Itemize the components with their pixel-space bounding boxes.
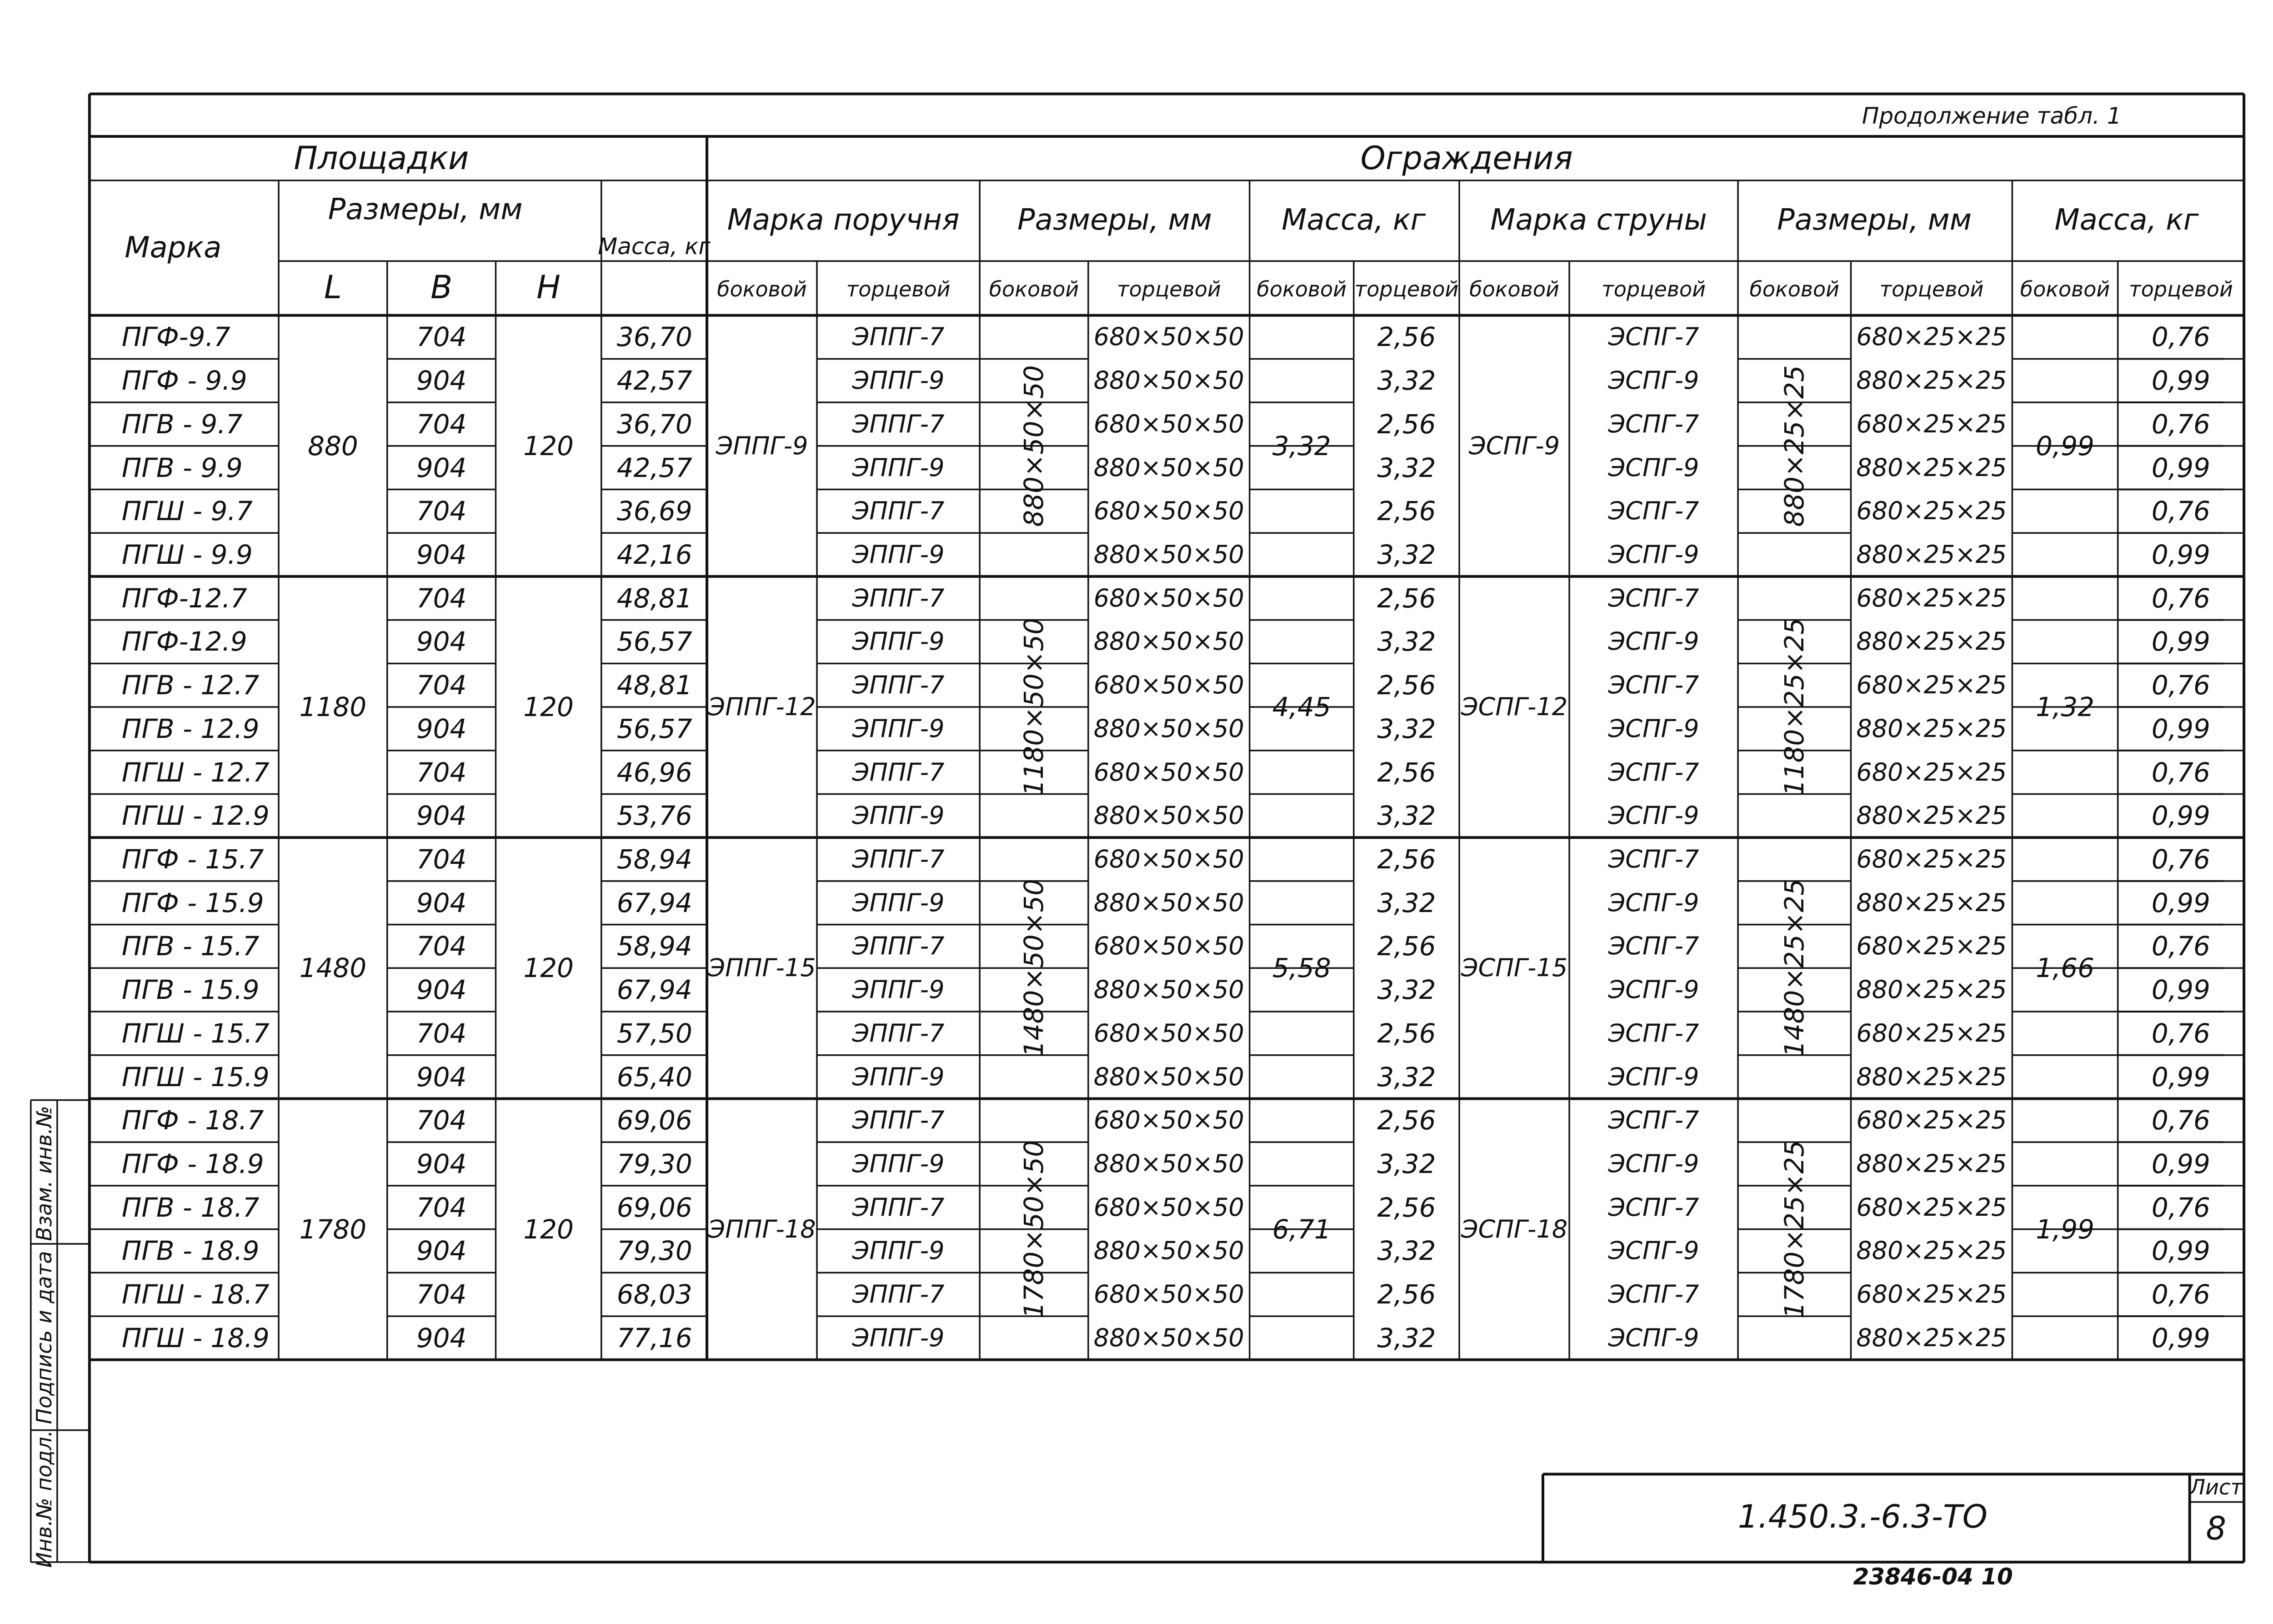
row-rail-end-mass: 3,32 xyxy=(1377,626,1436,657)
row-rail-end-mark: ЭППГ-7 xyxy=(852,1106,945,1135)
row-string-end-mark: ЭСПГ-7 xyxy=(1608,932,1699,961)
side-stamp-vzam-inv: Взам. инв.№ xyxy=(31,1106,56,1241)
subheader-end: торцевой xyxy=(1354,276,1459,301)
subheader-side: боковой xyxy=(1469,276,1559,301)
row-marka: ПГФ - 15.9 xyxy=(121,887,264,918)
row-b: 704 xyxy=(416,1018,467,1049)
row-string-end-mark: ЭСПГ-9 xyxy=(1608,453,1699,482)
side-stamp-sign-date: Подпись и дата xyxy=(31,1251,56,1424)
row-rail-end-size: 880×50×50 xyxy=(1093,453,1244,482)
row-string-end-mark: ЭСПГ-7 xyxy=(1608,757,1699,787)
row-string-end-mass: 0,99 xyxy=(2151,539,2210,571)
row-string-end-size: 880×25×25 xyxy=(1856,1323,2007,1352)
rail-side-size: 1780×50×50 xyxy=(1018,1140,1050,1318)
row-string-end-mass: 0,99 xyxy=(2151,1322,2210,1353)
row-rail-end-size: 680×50×50 xyxy=(1093,1193,1244,1222)
row-rail-end-size: 680×50×50 xyxy=(1093,1280,1244,1309)
group-l-value: 1180 xyxy=(299,692,367,723)
fences-header: Ограждения xyxy=(1360,140,1573,177)
row-string-end-size: 880×25×25 xyxy=(1856,1062,2007,1091)
row-marka: ПГФ - 18.7 xyxy=(121,1105,264,1136)
group-h-value: 120 xyxy=(523,692,574,723)
row-b: 904 xyxy=(416,713,467,744)
row-b: 904 xyxy=(416,539,467,571)
row-marka: ПГФ-12.9 xyxy=(121,626,247,657)
row-rail-end-size: 680×50×50 xyxy=(1093,671,1244,700)
row-rail-end-mark: ЭППГ-9 xyxy=(852,540,945,569)
row-rail-end-mass: 3,32 xyxy=(1377,1061,1436,1093)
row-string-end-mark: ЭСПГ-7 xyxy=(1608,322,1699,351)
row-string-end-mark: ЭСПГ-7 xyxy=(1608,1193,1699,1222)
row-rail-end-mark: ЭППГ-9 xyxy=(852,1149,945,1178)
row-rail-end-size: 880×50×50 xyxy=(1093,1323,1244,1352)
row-string-end-size: 880×25×25 xyxy=(1856,888,2007,917)
row-string-end-mass: 0,99 xyxy=(2151,1235,2210,1267)
string-sizes-header: Размеры, мм xyxy=(1777,203,1972,237)
row-rail-end-mark: ЭППГ-7 xyxy=(852,845,945,874)
row-string-end-size: 680×25×25 xyxy=(1856,1018,2007,1048)
row-rail-end-mark: ЭППГ-7 xyxy=(852,671,945,700)
row-rail-end-size: 680×50×50 xyxy=(1093,932,1244,961)
subheader-side: боковой xyxy=(717,276,807,301)
sheet-label: Лист xyxy=(2189,1475,2243,1500)
side-stamp-inv-podl: Инв.№ подл. xyxy=(31,1430,56,1568)
row-string-end-mark: ЭСПГ-7 xyxy=(1608,1106,1699,1135)
group-l-value: 1480 xyxy=(299,952,367,984)
marka-header: Марка xyxy=(125,231,222,265)
rail-mark-header: Марка поручня xyxy=(727,203,960,237)
row-string-end-mark: ЭСПГ-9 xyxy=(1608,1149,1699,1178)
row-rail-end-mark: ЭППГ-9 xyxy=(852,627,945,656)
row-string-end-size: 880×25×25 xyxy=(1856,1149,2007,1178)
row-rail-end-size: 680×50×50 xyxy=(1093,845,1244,874)
row-mass: 46,96 xyxy=(616,757,692,788)
row-string-end-mass: 0,99 xyxy=(2151,887,2210,918)
row-rail-end-mass: 2,56 xyxy=(1377,321,1436,353)
row-rail-end-size: 880×50×50 xyxy=(1093,888,1244,917)
row-rail-end-mass: 2,56 xyxy=(1377,1192,1436,1223)
row-rail-end-mark: ЭППГ-7 xyxy=(852,1280,945,1309)
row-string-end-size: 680×25×25 xyxy=(1856,932,2007,961)
row-string-end-mark: ЭСПГ-9 xyxy=(1608,801,1699,830)
sheet-number: 8 xyxy=(2206,1509,2227,1547)
row-marka: ПГШ - 15.7 xyxy=(121,1018,270,1049)
row-marka: ПГВ - 15.7 xyxy=(121,931,260,962)
row-rail-end-mass: 2,56 xyxy=(1377,408,1436,440)
string-side-mark: ЭСПГ-12 xyxy=(1461,692,1568,722)
row-marka: ПГФ-9.7 xyxy=(121,321,230,353)
row-b: 904 xyxy=(416,626,467,657)
row-string-end-size: 880×25×25 xyxy=(1856,540,2007,569)
row-rail-end-mark: ЭППГ-9 xyxy=(852,714,945,743)
row-rail-end-size: 680×50×50 xyxy=(1093,757,1244,787)
row-string-end-size: 680×25×25 xyxy=(1856,671,2007,700)
row-mass: 69,06 xyxy=(616,1192,692,1223)
row-string-end-size: 680×25×25 xyxy=(1856,1280,2007,1309)
row-string-end-mark: ЭСПГ-7 xyxy=(1608,671,1699,700)
row-rail-end-mark: ЭППГ-9 xyxy=(852,1323,945,1352)
string-side-mass: 1,66 xyxy=(2035,952,2095,984)
row-string-end-mark: ЭСПГ-9 xyxy=(1608,366,1699,395)
row-b: 904 xyxy=(416,1061,467,1093)
row-b: 704 xyxy=(416,321,467,353)
row-rail-end-mark: ЭППГ-9 xyxy=(852,801,945,830)
rail-side-mark: ЭППГ-15 xyxy=(708,953,816,982)
row-mass: 42,57 xyxy=(616,452,692,483)
rail-sizes-header: Размеры, мм xyxy=(1017,203,1212,237)
footer-number: 23846-04 10 xyxy=(1853,1564,2013,1590)
row-rail-end-mass: 3,32 xyxy=(1377,887,1436,918)
row-mass: 48,81 xyxy=(616,582,692,614)
row-string-end-size: 880×25×25 xyxy=(1856,801,2007,830)
row-rail-end-mass: 3,32 xyxy=(1377,1148,1436,1179)
row-string-end-size: 680×25×25 xyxy=(1856,1193,2007,1222)
row-string-end-mass: 0,76 xyxy=(2151,408,2210,440)
row-rail-end-size: 680×50×50 xyxy=(1093,1018,1244,1048)
row-string-end-mass: 0,76 xyxy=(2151,844,2210,875)
row-mass: 36,70 xyxy=(616,408,692,440)
row-string-end-mass: 0,76 xyxy=(2151,670,2210,701)
row-string-end-size: 680×25×25 xyxy=(1856,757,2007,787)
row-marka: ПГШ - 18.9 xyxy=(121,1322,270,1353)
row-string-end-mark: ЭСПГ-7 xyxy=(1608,845,1699,874)
row-b: 704 xyxy=(416,1192,467,1223)
row-mass: 68,03 xyxy=(616,1279,692,1310)
row-marka: ПГШ - 9.7 xyxy=(121,496,253,527)
row-string-end-mass: 0,76 xyxy=(2151,757,2210,788)
string-mass-header: Масса, кг xyxy=(2054,203,2199,237)
row-marka: ПГВ - 15.9 xyxy=(121,974,260,1006)
row-string-end-mark: ЭСПГ-9 xyxy=(1608,540,1699,569)
row-string-end-mass: 0,99 xyxy=(2151,452,2210,483)
group-l-value: 880 xyxy=(307,430,358,461)
row-rail-end-mass: 3,32 xyxy=(1377,713,1436,744)
row-string-end-mark: ЭСПГ-9 xyxy=(1608,1062,1699,1091)
row-string-end-mass: 0,99 xyxy=(2151,1061,2210,1093)
subheader-end: торцевой xyxy=(1602,276,1706,301)
row-string-end-size: 680×25×25 xyxy=(1856,1106,2007,1135)
platform-sizes-header: Размеры, мм xyxy=(328,193,523,227)
row-string-end-mass: 0,76 xyxy=(2151,496,2210,527)
row-mass: 57,50 xyxy=(616,1018,692,1049)
row-rail-end-mass: 2,56 xyxy=(1377,582,1436,614)
row-rail-end-mass: 3,32 xyxy=(1377,365,1436,396)
row-rail-end-mark: ЭППГ-7 xyxy=(852,409,945,438)
row-b: 704 xyxy=(416,408,467,440)
row-b: 904 xyxy=(416,1322,467,1353)
group-h-value: 120 xyxy=(523,952,574,984)
row-string-end-mass: 0,76 xyxy=(2151,931,2210,962)
row-mass: 67,94 xyxy=(616,974,692,1006)
row-rail-end-size: 880×50×50 xyxy=(1093,366,1244,395)
row-string-end-mass: 0,99 xyxy=(2151,1148,2210,1179)
document-code: 1.450.3.-6.3-ТО xyxy=(1737,1498,1988,1535)
group-h-value: 120 xyxy=(523,430,574,461)
rail-side-mass: 4,45 xyxy=(1272,692,1331,723)
row-rail-end-mark: ЭППГ-7 xyxy=(852,1018,945,1048)
subheader-side: боковой xyxy=(989,276,1079,301)
rail-side-mark: ЭППГ-12 xyxy=(708,692,816,722)
row-string-end-mass: 0,76 xyxy=(2151,321,2210,353)
row-b: 904 xyxy=(416,1148,467,1179)
group-l-value: 1780 xyxy=(299,1213,367,1245)
row-rail-end-mass: 3,32 xyxy=(1377,1235,1436,1267)
rail-side-mass: 5,58 xyxy=(1272,952,1331,984)
row-rail-end-mass: 2,56 xyxy=(1377,1105,1436,1136)
row-string-end-size: 680×25×25 xyxy=(1856,409,2007,438)
row-rail-end-mass: 2,56 xyxy=(1377,844,1436,875)
row-rail-end-mass: 3,32 xyxy=(1377,1322,1436,1353)
group-h-value: 120 xyxy=(523,1213,574,1245)
row-rail-end-mark: ЭППГ-9 xyxy=(852,888,945,917)
row-string-end-mark: ЭСПГ-7 xyxy=(1608,409,1699,438)
row-mass: 67,94 xyxy=(616,887,692,918)
row-string-end-mark: ЭСПГ-9 xyxy=(1608,627,1699,656)
row-rail-end-size: 680×50×50 xyxy=(1093,583,1244,612)
row-rail-end-size: 680×50×50 xyxy=(1093,409,1244,438)
row-marka: ПГФ - 18.9 xyxy=(121,1148,264,1179)
row-mass: 53,76 xyxy=(616,800,692,832)
row-marka: ПГВ - 18.9 xyxy=(121,1235,260,1267)
subheader-side: боковой xyxy=(1257,276,1347,301)
l-header: L xyxy=(324,269,342,306)
row-marka: ПГВ - 18.7 xyxy=(121,1192,260,1223)
row-string-end-mass: 0,99 xyxy=(2151,365,2210,396)
row-marka: ПГШ - 15.9 xyxy=(121,1061,270,1093)
row-rail-end-mass: 3,32 xyxy=(1377,800,1436,832)
rail-side-mass: 6,71 xyxy=(1272,1213,1331,1245)
row-b: 704 xyxy=(416,757,467,788)
row-rail-end-size: 680×50×50 xyxy=(1093,1106,1244,1135)
row-rail-end-mark: ЭППГ-7 xyxy=(852,757,945,787)
string-side-mark: ЭСПГ-18 xyxy=(1461,1214,1568,1243)
row-rail-end-mark: ЭППГ-7 xyxy=(852,1193,945,1222)
row-marka: ПГФ - 15.7 xyxy=(121,844,264,875)
row-string-end-size: 880×25×25 xyxy=(1856,627,2007,656)
subheader-end: торцевой xyxy=(2128,276,2233,301)
row-string-end-size: 880×25×25 xyxy=(1856,975,2007,1004)
row-rail-end-mark: ЭППГ-9 xyxy=(852,975,945,1004)
row-string-end-mass: 0,76 xyxy=(2151,1105,2210,1136)
row-string-end-mass: 0,76 xyxy=(2151,582,2210,614)
row-rail-end-mass: 2,56 xyxy=(1377,670,1436,701)
subheader-end: торцевой xyxy=(846,276,951,301)
row-b: 704 xyxy=(416,844,467,875)
rail-side-mark: ЭППГ-9 xyxy=(716,431,808,460)
row-mass: 56,57 xyxy=(616,626,692,657)
row-marka: ПГШ - 9.9 xyxy=(121,539,253,571)
row-marka: ПГФ - 9.9 xyxy=(121,365,247,396)
row-marka: ПГШ - 12.7 xyxy=(121,757,270,788)
row-rail-end-size: 880×50×50 xyxy=(1093,1062,1244,1091)
row-marka: ПГВ - 9.9 xyxy=(121,452,243,483)
row-string-end-mark: ЭСПГ-9 xyxy=(1608,714,1699,743)
row-marka: ПГВ - 12.9 xyxy=(121,713,260,744)
row-rail-end-size: 680×50×50 xyxy=(1093,496,1244,526)
string-side-mark: ЭСПГ-15 xyxy=(1461,953,1568,982)
subheader-side: боковой xyxy=(2020,276,2110,301)
row-marka: ПГВ - 12.7 xyxy=(121,670,260,701)
row-rail-end-mass: 2,56 xyxy=(1377,496,1436,527)
row-string-end-mass: 0,99 xyxy=(2151,800,2210,832)
b-header: B xyxy=(431,269,453,306)
row-rail-end-mark: ЭППГ-9 xyxy=(852,1236,945,1265)
row-rail-end-size: 880×50×50 xyxy=(1093,801,1244,830)
subheader-end: торцевой xyxy=(1116,276,1221,301)
row-rail-end-mark: ЭППГ-7 xyxy=(852,496,945,526)
row-rail-end-size: 880×50×50 xyxy=(1093,1149,1244,1178)
row-string-end-size: 680×25×25 xyxy=(1856,845,2007,874)
row-rail-end-mark: ЭППГ-7 xyxy=(852,322,945,351)
string-side-mass: 0,99 xyxy=(2035,430,2095,461)
row-mass: 56,57 xyxy=(616,713,692,744)
row-b: 904 xyxy=(416,1235,467,1267)
rail-side-mass: 3,32 xyxy=(1272,430,1331,461)
row-marka: ПГШ - 18.7 xyxy=(121,1279,270,1310)
row-rail-end-mark: ЭППГ-9 xyxy=(852,366,945,395)
row-marka: ПГВ - 9.7 xyxy=(121,408,243,440)
row-b: 704 xyxy=(416,582,467,614)
row-string-end-size: 880×25×25 xyxy=(1856,714,2007,743)
row-b: 904 xyxy=(416,887,467,918)
row-string-end-size: 880×25×25 xyxy=(1856,1236,2007,1265)
row-mass: 77,16 xyxy=(616,1322,692,1353)
row-b: 704 xyxy=(416,931,467,962)
row-string-end-mark: ЭСПГ-7 xyxy=(1608,496,1699,526)
row-string-end-size: 880×25×25 xyxy=(1856,453,2007,482)
row-string-end-mass: 0,76 xyxy=(2151,1018,2210,1049)
row-string-end-mass: 0,99 xyxy=(2151,713,2210,744)
row-mass: 79,30 xyxy=(616,1148,692,1179)
row-string-end-size: 680×25×25 xyxy=(1856,322,2007,351)
row-mass: 79,30 xyxy=(616,1235,692,1267)
row-string-end-mark: ЭСПГ-9 xyxy=(1608,975,1699,1004)
row-mass: 36,70 xyxy=(616,321,692,353)
row-string-end-mark: ЭСПГ-7 xyxy=(1608,1018,1699,1048)
row-string-end-size: 680×25×25 xyxy=(1856,583,2007,612)
row-b: 904 xyxy=(416,452,467,483)
h-header: H xyxy=(536,269,561,306)
row-b: 904 xyxy=(416,800,467,832)
platforms-header: Площадки xyxy=(294,140,469,177)
row-b: 704 xyxy=(416,496,467,527)
row-marka: ПГФ-12.7 xyxy=(121,582,247,614)
string-side-mass: 1,32 xyxy=(2035,692,2095,723)
platform-mass-header: Масса, кг xyxy=(598,233,711,260)
row-rail-end-mass: 2,56 xyxy=(1377,1279,1436,1310)
row-mass: 36,69 xyxy=(616,496,692,527)
row-mass: 65,40 xyxy=(616,1061,692,1093)
row-mass: 58,94 xyxy=(616,844,692,875)
string-side-size: 880×25×25 xyxy=(1779,365,1810,527)
row-b: 704 xyxy=(416,1105,467,1136)
row-rail-end-mass: 2,56 xyxy=(1377,1018,1436,1049)
row-string-end-size: 680×25×25 xyxy=(1856,496,2007,526)
row-mass: 42,57 xyxy=(616,365,692,396)
row-b: 704 xyxy=(416,670,467,701)
row-mass: 69,06 xyxy=(616,1105,692,1136)
row-string-end-mark: ЭСПГ-9 xyxy=(1608,1323,1699,1352)
row-string-end-mark: ЭСПГ-7 xyxy=(1608,1280,1699,1309)
row-string-end-mark: ЭСПГ-9 xyxy=(1608,888,1699,917)
row-rail-end-mass: 3,32 xyxy=(1377,539,1436,571)
row-rail-end-mass: 3,32 xyxy=(1377,974,1436,1006)
row-marka: ПГШ - 12.9 xyxy=(121,800,270,832)
rail-side-size: 880×50×50 xyxy=(1018,365,1050,527)
string-side-size: 1180×25×25 xyxy=(1779,617,1810,797)
string-side-size: 1480×25×25 xyxy=(1779,879,1810,1058)
row-rail-end-mark: ЭППГ-7 xyxy=(852,583,945,612)
row-rail-end-mass: 3,32 xyxy=(1377,452,1436,483)
string-side-mass: 1,99 xyxy=(2035,1213,2095,1245)
rail-side-size: 1480×50×50 xyxy=(1018,879,1050,1058)
row-rail-end-size: 880×50×50 xyxy=(1093,540,1244,569)
subheader-side: боковой xyxy=(1749,276,1840,301)
row-b: 904 xyxy=(416,974,467,1006)
row-rail-end-mark: ЭППГ-7 xyxy=(852,932,945,961)
string-side-size: 1780×25×25 xyxy=(1779,1140,1810,1318)
table-continuation-label: Продолжение табл. 1 xyxy=(1862,102,2122,129)
string-side-mark: ЭСПГ-9 xyxy=(1469,431,1560,460)
rail-side-size: 1180×50×50 xyxy=(1018,617,1050,797)
row-rail-end-size: 880×50×50 xyxy=(1093,714,1244,743)
row-string-end-mass: 0,76 xyxy=(2151,1192,2210,1223)
row-string-end-mark: ЭСПГ-7 xyxy=(1608,583,1699,612)
row-string-end-mass: 0,99 xyxy=(2151,626,2210,657)
row-string-end-size: 880×25×25 xyxy=(1856,366,2007,395)
string-mark-header: Марка струны xyxy=(1490,203,1707,237)
row-rail-end-mark: ЭППГ-9 xyxy=(852,453,945,482)
row-rail-end-mark: ЭППГ-9 xyxy=(852,1062,945,1091)
rail-mass-header: Масса, кг xyxy=(1282,203,1426,237)
row-rail-end-size: 880×50×50 xyxy=(1093,1236,1244,1265)
row-rail-end-mass: 2,56 xyxy=(1377,931,1436,962)
row-b: 704 xyxy=(416,1279,467,1310)
row-string-end-mass: 0,76 xyxy=(2151,1279,2210,1310)
row-mass: 48,81 xyxy=(616,670,692,701)
row-mass: 42,16 xyxy=(616,539,692,571)
row-b: 904 xyxy=(416,365,467,396)
row-string-end-mark: ЭСПГ-9 xyxy=(1608,1236,1699,1265)
row-rail-end-mass: 2,56 xyxy=(1377,757,1436,788)
row-rail-end-size: 880×50×50 xyxy=(1093,627,1244,656)
rail-side-mark: ЭППГ-18 xyxy=(708,1214,816,1243)
row-rail-end-size: 680×50×50 xyxy=(1093,322,1244,351)
subheader-end: торцевой xyxy=(1879,276,1984,301)
row-mass: 58,94 xyxy=(616,931,692,962)
row-string-end-mass: 0,99 xyxy=(2151,974,2210,1006)
row-rail-end-size: 880×50×50 xyxy=(1093,975,1244,1004)
